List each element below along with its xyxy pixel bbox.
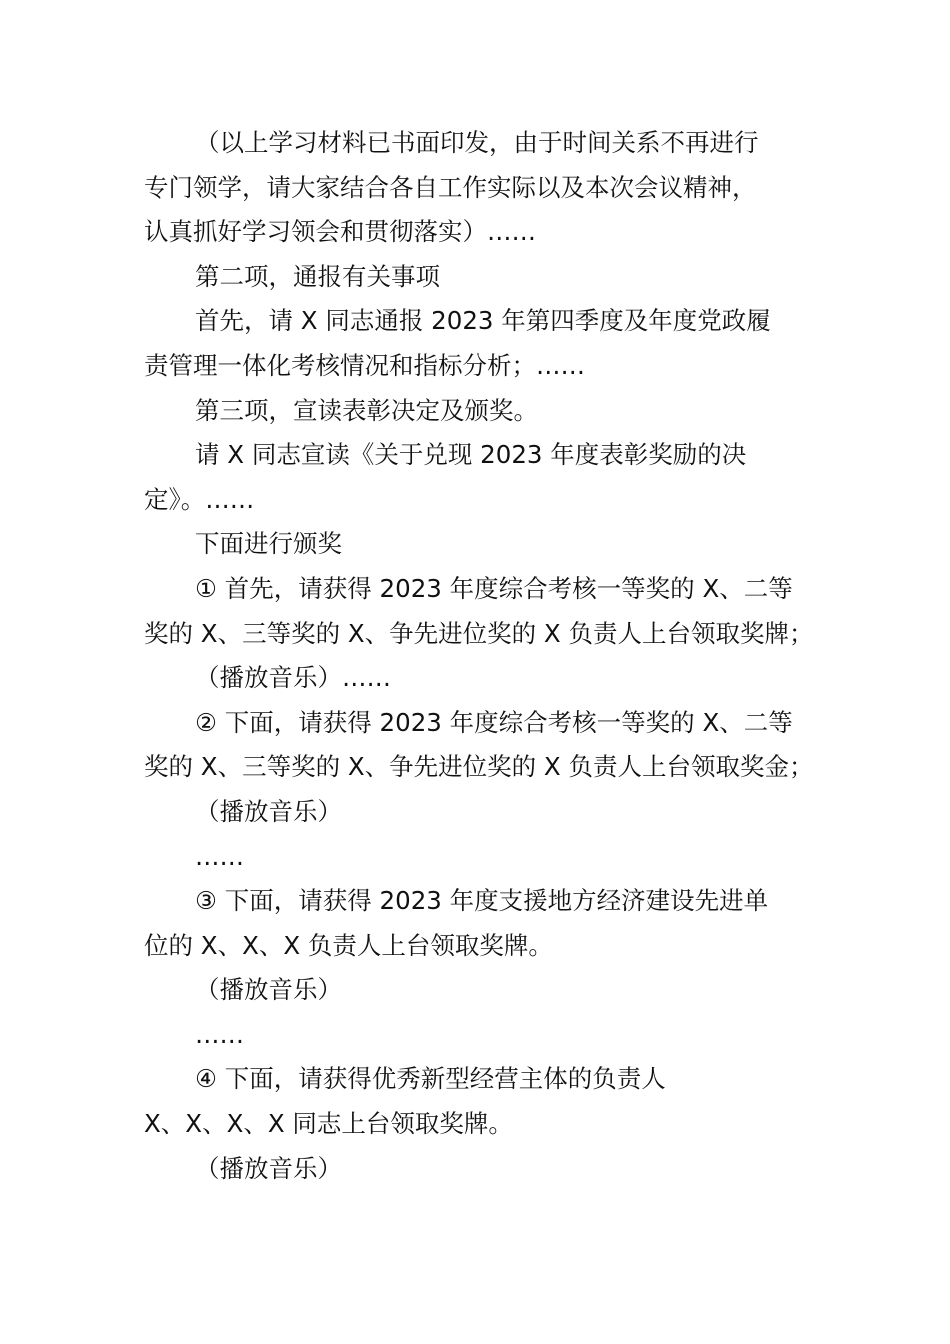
document-body xyxy=(144,121,844,1191)
award-item-2: ② 下面，请获得 2023 年度综合考核一等奖的 X、二等 xyxy=(195,707,793,737)
paragraph-line: 下面进行颁奖 xyxy=(195,529,342,559)
section-heading-third-item: 第三项，宣读表彰决定及颁奖。 xyxy=(195,395,538,425)
ellipsis-line: …… xyxy=(195,841,244,871)
paragraph-line: 首先，请 X 同志通报 2023 年第四季度及年度党政履 xyxy=(195,306,771,336)
section-heading-second-item: 第二项，通报有关事项 xyxy=(195,261,440,291)
music-cue: （播放音乐） xyxy=(195,796,342,826)
music-cue: （播放音乐） xyxy=(195,1153,342,1183)
music-cue: （播放音乐）…… xyxy=(195,663,391,693)
paragraph-line: 奖的 X、三等奖的 X、争先进位奖的 X 负责人上台领取奖金； xyxy=(144,752,814,782)
award-item-4: ④ 下面，请获得优秀新型经营主体的负责人 xyxy=(195,1064,666,1094)
award-item-1: ① 首先，请获得 2023 年度综合考核一等奖的 X、二等 xyxy=(195,573,793,603)
ellipsis-line: …… xyxy=(195,1019,244,1049)
paragraph-line: 定》。…… xyxy=(144,484,255,514)
paragraph-line: （以上学习材料已书面印发，由于时间关系不再进行 xyxy=(195,128,759,157)
paragraph-line: 专门领学，请大家结合各自工作实际以及本次会议精神， xyxy=(144,172,757,202)
paragraph-line: X、X、X、X 同志上台领取奖牌。 xyxy=(144,1109,513,1139)
award-item-3: ③ 下面，请获得 2023 年度支援地方经济建设先进单 xyxy=(195,886,769,916)
paragraph-line: 位的 X、X、X 负责人上台领取奖牌。 xyxy=(144,930,553,960)
music-cue: （播放音乐） xyxy=(195,975,342,1005)
paragraph-line: 认真抓好学习领会和贯彻落实）…… xyxy=(144,217,536,247)
paragraph-line: 责管理一体化考核情况和指标分析；…… xyxy=(144,350,585,380)
paragraph-line: 请 X 同志宣读《关于兑现 2023 年度表彰奖励的决 xyxy=(195,440,747,470)
paragraph-line: 奖的 X、三等奖的 X、争先进位奖的 X 负责人上台领取奖牌； xyxy=(144,618,814,648)
